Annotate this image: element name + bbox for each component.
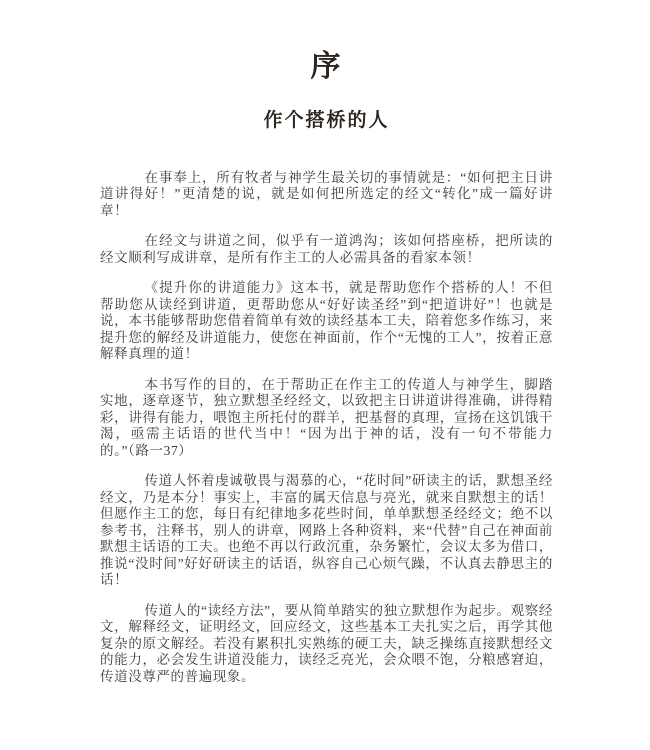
paragraph: 在经文与讲道之间，似乎有一道鸿沟；该如何搭座桥，把所读的经文顺利写成讲章，是所有作主工的人必需具备的看家本领！: [100, 233, 553, 265]
document-body: [100, 170, 553, 686]
paragraph: 在事奉上，所有牧者与神学生最关切的事情就是：“如何把主日讲道讲得好！”更清楚的说，就是如何把所选定的经文“转化”成一篇好讲章！: [100, 169, 553, 218]
paragraph: 《提升你的讲道能力》这本书，就是帮助您作个搭桥的人！不但帮助您从读经到讲道，更帮助您从“好好读圣经”到“把道讲好”！也就是说，本书能够帮助您借着简单有效的读经基本工夫，陪着您多作练习，来提升您的解经及讲道能力，使您在神面前，作个“无愧的工人”，按着正意解释真理的道！: [100, 280, 553, 362]
paragraph: 传道人的“读经方法”，要从简单踏实的独立默想作为起步。观察经文，解释经文，证明经文，回应经文，这些基本工夫扎实之后，再学其他复杂的原文解经。若没有累积扎实熟练的硬工夫，缺乏操练直接默想经文的能力，必会发生讲道没能力，读经乏亮光，会众喂不饱，分粮感窘迫，传道没尊严的普遍现象。: [100, 602, 553, 684]
chapter-subtitle: 作个搭桥的人: [263, 110, 390, 131]
page-title: 序: [310, 50, 343, 83]
paragraph: 传道人怀着虔诚敬畏与渴慕的心，“花时间”研读主的话，默想圣经经文，乃是本分！事实上，丰富的属天信息与亮光，就来自默想主的话！但愿作主工的您，每日有纪律地多花些时间，单单默想圣经经文；绝不以参考书，注释书，别人的讲章，网路上各种资料，来“代替”自己在神面前默想主话语的工夫。也绝不再以行政沉重，杂务繁忙，会议太多为借口，推说“没时间”好好研读主的话语，纵容自己心烦气躁，不认真去静思主的话！: [100, 473, 553, 588]
paragraph: 本书写作的目的，在于帮助正在作主工的传道人与神学生，脚踏实地，逐章逐节，独立默想圣经经文，以致把主日讲道讲得准确，讲得精彩，讲得有能力，喂饱主所托付的群羊，把基督的真理，宣扬在这饥饿干渴，亟需主话语的世代当中！“因为出于神的话，没有一句不带能力的。”（路一37）: [100, 376, 553, 458]
